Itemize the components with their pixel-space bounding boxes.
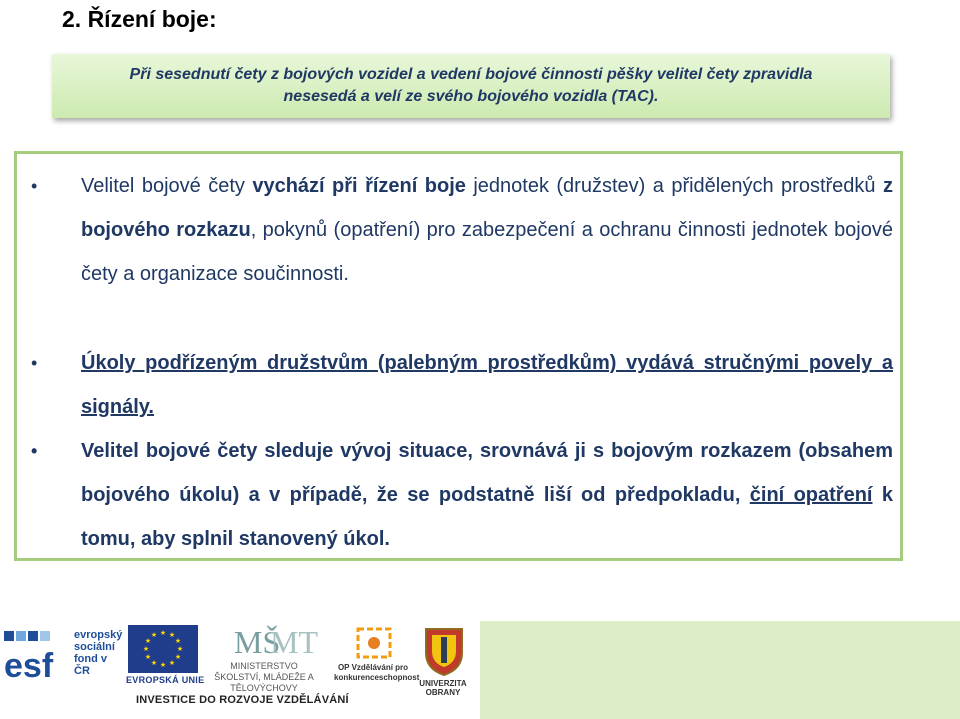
svg-text:★: ★ bbox=[150, 631, 158, 639]
svg-text:MŠ: MŠ bbox=[234, 624, 281, 660]
page-title: 2. Řízení boje: bbox=[62, 6, 217, 32]
item-text: Velitel bojové čety sleduje vývoj situace, srovnává ji s bojovým rozkazem (obsahem bojového úkolu) a v případě, že se podstatně liší od předpokladu, bbox=[81, 440, 893, 506]
svg-text:★: ★ bbox=[159, 629, 167, 637]
investment-slogan: INVESTICE DO ROZVOJE VZDĚLÁVÁNÍ bbox=[136, 694, 349, 706]
list-item bbox=[31, 164, 894, 296]
list-item bbox=[31, 341, 893, 429]
msmt-logo-icon bbox=[232, 623, 318, 660]
list-item bbox=[31, 429, 893, 561]
item-text: k tomu, aby splnil stanovený úkol. bbox=[81, 484, 893, 550]
svg-text:★: ★ bbox=[159, 661, 167, 669]
item-emphasis: z bojového rozkazu bbox=[81, 175, 894, 241]
university-crest-icon bbox=[422, 623, 466, 677]
callout-line-2: nesesedá a velí ze svého bojového vozidla (TAC). bbox=[283, 88, 659, 105]
svg-text:esf: esf bbox=[4, 647, 54, 685]
footer-green-block bbox=[480, 621, 960, 719]
item-emphasis: vychází při řízení boje bbox=[252, 175, 466, 197]
university-logo-text: UNIVERZITA OBRANY bbox=[419, 679, 467, 697]
item-text: Velitel bojové čety bbox=[81, 175, 253, 197]
bullet-icon: • bbox=[31, 176, 38, 196]
footer-logos bbox=[0, 621, 960, 719]
svg-text:MT: MT bbox=[270, 624, 318, 660]
svg-text:★: ★ bbox=[174, 637, 182, 645]
opvk-logo-icon bbox=[352, 623, 398, 663]
msmt-logo-text: MINISTERSTVO ŠKOLSTVÍ, MLÁDEŽE A TĚLOVÝCHOVY bbox=[214, 661, 314, 693]
item-text: , pokynů (opatření) pro zabezpečení a ochranu činnosti jednotek bojové čety a organizace součinnosti. bbox=[81, 219, 893, 285]
callout-line-1: Při sesednutí čety z bojových vozidel a vedení bojové činnosti pěšky velitel čety zpravidla bbox=[129, 66, 813, 83]
eu-flag-icon bbox=[128, 625, 198, 673]
callout-box bbox=[52, 54, 890, 118]
content-frame bbox=[14, 151, 903, 561]
bullet-icon: • bbox=[31, 441, 38, 461]
svg-text:★: ★ bbox=[144, 637, 152, 645]
item-underlined: činí opatření bbox=[749, 484, 873, 506]
svg-text:★: ★ bbox=[174, 653, 182, 661]
svg-text:★: ★ bbox=[144, 653, 152, 661]
svg-text:★: ★ bbox=[150, 659, 158, 667]
item-emphasis-underlined: Úkoly podřízeným družstvům (palebným prostředkům) vydává stručnými povely a signály. bbox=[81, 352, 893, 418]
svg-text:★: ★ bbox=[176, 645, 184, 653]
eu-logo-text: EVROPSKÁ UNIE bbox=[126, 675, 205, 685]
svg-text:★: ★ bbox=[142, 645, 150, 653]
item-text: jednotek (družstev) a přidělených prostředků bbox=[465, 175, 884, 197]
svg-text:★: ★ bbox=[168, 631, 176, 639]
opvk-logo-text: OP Vzdělávání pro konkurenceschopnost bbox=[334, 663, 420, 682]
esf-logo-text: evropský sociální fond v ČR bbox=[74, 629, 123, 677]
bullet-icon: • bbox=[31, 353, 38, 373]
esf-logo-icon bbox=[2, 627, 68, 689]
callout-text bbox=[130, 64, 813, 108]
svg-text:★: ★ bbox=[168, 659, 176, 667]
